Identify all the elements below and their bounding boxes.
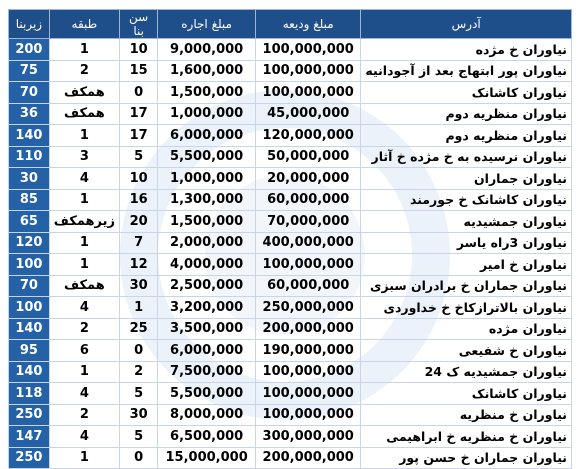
table-row: [9, 254, 572, 276]
table-row: [9, 275, 572, 297]
cell-floor: 1: [49, 232, 119, 254]
cell-floor: 4: [49, 383, 119, 405]
cell-area: 250: [9, 404, 50, 426]
cell-area: 120: [9, 232, 50, 254]
cell-floor: 1: [49, 189, 119, 211]
cell-deposit: 100,000,000: [256, 383, 361, 405]
cell-age: 0: [120, 447, 158, 469]
cell-floor: 3: [49, 146, 119, 168]
table-row: [9, 232, 572, 254]
cell-area: 100: [9, 297, 50, 319]
cell-floor: 4: [49, 426, 119, 448]
cell-floor: همکف: [49, 103, 119, 125]
cell-area: 70: [9, 82, 50, 104]
cell-area: 118: [9, 383, 50, 405]
table-row: [9, 168, 572, 190]
cell-address: نیاوران جمشیدیه ک 24: [361, 361, 572, 383]
cell-rent: 6,000,000: [158, 125, 256, 147]
cell-deposit: 400,000,000: [256, 232, 361, 254]
table-row: [9, 447, 572, 469]
cell-area: 110: [9, 146, 50, 168]
header-area: زیربنا: [9, 10, 50, 39]
cell-area: 140: [9, 318, 50, 340]
cell-floor: 1: [49, 361, 119, 383]
cell-deposit: 20,000,000: [256, 168, 361, 190]
cell-area: 36: [9, 103, 50, 125]
cell-age: 30: [120, 275, 158, 297]
cell-deposit: 250,000,000: [256, 297, 361, 319]
table-row: [9, 211, 572, 233]
cell-floor: همکف: [49, 275, 119, 297]
cell-address: نیاوران جماران: [361, 168, 572, 190]
table-row: [9, 189, 572, 211]
cell-area: 70: [9, 275, 50, 297]
cell-rent: 5,500,000: [158, 383, 256, 405]
cell-rent: 1,500,000: [158, 82, 256, 104]
cell-age: 0: [120, 82, 158, 104]
cell-deposit: 60,000,000: [256, 275, 361, 297]
cell-age: 5: [120, 383, 158, 405]
table-row: [9, 340, 572, 362]
cell-floor: 2: [49, 60, 119, 82]
cell-area: 147: [9, 426, 50, 448]
cell-address: نیاوران پور ابتهاج بعد از آجودانیه: [361, 60, 572, 82]
cell-area: 140: [9, 125, 50, 147]
cell-address: نیاوران کاشانک خ جورمند: [361, 189, 572, 211]
cell-age: 25: [120, 318, 158, 340]
cell-address: نیاوران منظریه دوم: [361, 103, 572, 125]
cell-area: 95: [9, 340, 50, 362]
cell-rent: 15,000,000: [158, 447, 256, 469]
cell-age: 7: [120, 232, 158, 254]
cell-age: 16: [120, 189, 158, 211]
table-row: [9, 146, 572, 168]
cell-area: 200: [9, 39, 50, 61]
cell-floor: 1: [49, 39, 119, 61]
table-row: [9, 404, 572, 426]
cell-floor: 2: [49, 318, 119, 340]
table-row: [9, 426, 572, 448]
header-age: سن بنا: [120, 10, 158, 39]
cell-rent: 1,000,000: [158, 168, 256, 190]
cell-deposit: 200,000,000: [256, 447, 361, 469]
cell-address: نیاوران جماران خ حسن پور: [361, 447, 572, 469]
cell-age: 10: [120, 168, 158, 190]
cell-address: نیاوران خ منظریه: [361, 404, 572, 426]
cell-age: 2: [120, 361, 158, 383]
table-row: [9, 60, 572, 82]
cell-rent: 6,500,000: [158, 426, 256, 448]
cell-address: نیاوران مژده: [361, 318, 572, 340]
table-row: [9, 125, 572, 147]
cell-rent: 3,500,000: [158, 318, 256, 340]
cell-rent: 1,500,000: [158, 211, 256, 233]
cell-age: 1: [120, 297, 158, 319]
cell-rent: 2,500,000: [158, 275, 256, 297]
cell-area: 140: [9, 361, 50, 383]
cell-age: 5: [120, 146, 158, 168]
header-rent: مبلغ اجاره: [158, 10, 256, 39]
cell-deposit: 200,000,000: [256, 318, 361, 340]
cell-deposit: 190,000,000: [256, 340, 361, 362]
table-row: [9, 361, 572, 383]
cell-address: نیاوران منظریه دوم: [361, 125, 572, 147]
cell-floor: همکف: [49, 82, 119, 104]
cell-age: 10: [120, 39, 158, 61]
cell-rent: 2,000,000: [158, 232, 256, 254]
table-row: [9, 82, 572, 104]
cell-rent: 1,600,000: [158, 60, 256, 82]
cell-floor: 1: [49, 447, 119, 469]
cell-age: 17: [120, 125, 158, 147]
cell-address: نیاوران خ امیر: [361, 254, 572, 276]
cell-area: 65: [9, 211, 50, 233]
cell-rent: 6,000,000: [158, 340, 256, 362]
table-row: [9, 103, 572, 125]
cell-floor: 1: [49, 125, 119, 147]
table-row: [9, 39, 572, 61]
cell-address: نیاوران نرسیده به خ مژده خ آثار: [361, 146, 572, 168]
cell-age: 17: [120, 103, 158, 125]
cell-deposit: 45,000,000: [256, 103, 361, 125]
cell-deposit: 100,000,000: [256, 254, 361, 276]
table-row: [9, 318, 572, 340]
cell-address: نیاوران بالاترازکاخ خ خداوردی: [361, 297, 572, 319]
cell-rent: 5,500,000: [158, 146, 256, 168]
table-row: [9, 383, 572, 405]
cell-age: 5: [120, 426, 158, 448]
listings-table: [8, 9, 572, 469]
cell-age: 15: [120, 60, 158, 82]
cell-floor: 2: [49, 404, 119, 426]
cell-floor: زیرهمکف: [49, 211, 119, 233]
table-row: [9, 297, 572, 319]
cell-area: 30: [9, 168, 50, 190]
cell-rent: 3,200,000: [158, 297, 256, 319]
cell-address: نیاوران خ منظریه خ ابراهیمی: [361, 426, 572, 448]
cell-floor: 4: [49, 168, 119, 190]
cell-deposit: 50,000,000: [256, 146, 361, 168]
cell-area: 75: [9, 60, 50, 82]
cell-deposit: 100,000,000: [256, 60, 361, 82]
cell-deposit: 70,000,000: [256, 211, 361, 233]
cell-deposit: 60,000,000: [256, 189, 361, 211]
header-address: آدرس: [361, 10, 572, 39]
cell-rent: 1,300,000: [158, 189, 256, 211]
cell-deposit: 100,000,000: [256, 82, 361, 104]
cell-address: نیاوران 3راه یاسر: [361, 232, 572, 254]
cell-age: 0: [120, 340, 158, 362]
cell-address: نیاوران خ مژده: [361, 39, 572, 61]
cell-rent: 8,000,000: [158, 404, 256, 426]
cell-deposit: 100,000,000: [256, 404, 361, 426]
cell-rent: 4,000,000: [158, 254, 256, 276]
cell-age: 20: [120, 211, 158, 233]
header-row: [9, 10, 572, 39]
cell-deposit: 300,000,000: [256, 426, 361, 448]
cell-rent: 1,000,000: [158, 103, 256, 125]
cell-address: نیاوران خ شفیعی: [361, 340, 572, 362]
header-floor: طبقه: [49, 10, 119, 39]
cell-address: نیاوران جماران خ برادران سبزی: [361, 275, 572, 297]
cell-address: نیاوران کاشانک: [361, 82, 572, 104]
cell-area: 250: [9, 447, 50, 469]
cell-floor: 4: [49, 297, 119, 319]
cell-age: 12: [120, 254, 158, 276]
cell-rent: 9,000,000: [158, 39, 256, 61]
cell-address: نیاوران جمشیدیه: [361, 211, 572, 233]
cell-deposit: 120,000,000: [256, 125, 361, 147]
cell-floor: 6: [49, 340, 119, 362]
cell-floor: 1: [49, 254, 119, 276]
cell-area: 85: [9, 189, 50, 211]
header-deposit: مبلغ ودیعه: [256, 10, 361, 39]
cell-age: 30: [120, 404, 158, 426]
cell-deposit: 100,000,000: [256, 361, 361, 383]
cell-deposit: 100,000,000: [256, 39, 361, 61]
cell-rent: 7,500,000: [158, 361, 256, 383]
cell-area: 100: [9, 254, 50, 276]
cell-address: نیاوران کاشانک: [361, 383, 572, 405]
